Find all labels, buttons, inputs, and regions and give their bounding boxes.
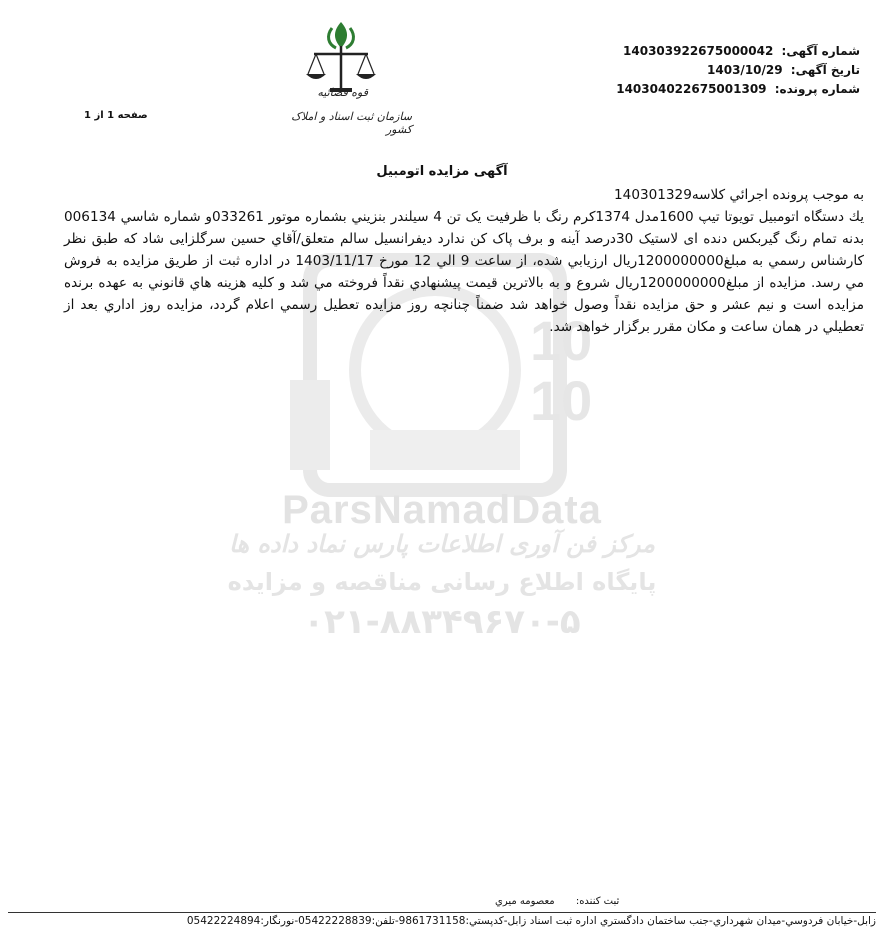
watermark-brand: ParsNamadData <box>282 488 602 532</box>
svg-text:10: 10 <box>530 369 593 432</box>
case-number-label: شماره پرونده: <box>774 82 860 96</box>
page-title: آگهی مزایده اتومبیل <box>376 164 508 179</box>
registrar-name: معصومه ميري <box>495 896 555 907</box>
emblem-caption: قوه قضائیه <box>317 86 368 99</box>
ad-date-row <box>560 61 860 80</box>
ad-number: 140303922675000042 <box>623 44 774 58</box>
footer-address: زابل-خيابان فردوسي-ميدان شهرداري-جنب ساختمان دادگستري اداره ثبت اسناد زابل-كدپستي:9861731158-تلفن:05422228839-نورنگار:05422224894 <box>8 912 876 927</box>
svg-text:10: 10 <box>530 309 593 372</box>
body-line-1: به موجب پرونده اجرائي كلاسه140301329 <box>614 187 864 203</box>
announcement-body <box>64 184 864 338</box>
ad-meta <box>560 42 860 99</box>
case-number: 140304022675001309 <box>616 82 767 96</box>
registrar-label: ثبت كننده: <box>575 896 620 907</box>
page-number: صفحه 1 از 1 <box>84 110 148 121</box>
ad-date: 1403/10/29 <box>707 63 783 77</box>
body-paragraph: يك دستگاه اتومبيل تويوتا تيپ 1600مدل 1374كرم رنگ با ظرفيت يک تن 4 سيلندر بنزيني بشماره موتور 033261و شماره شاسي 006134 بدنه تمام رنگ گيربکس دنده اى لاستيک 30درصد آينه و برف پاک کن ندارد ديفرانسيل سالم متعلق/آقاي حسين سرگلزايى شاد كه طبق نظر كارشناس رسمي به مبلغ1200000000ريال ارزيابي شده، از ساعت 9 الي 12 مورخ 1403/11/17 در اداره ثبت از طريق مزايده به فروش مي رسد. مزايده از مبلغ1200000000ريال شروع و به بالاترين قيمت پيشنهادي نقداً فروخته مي شد و كليه هزينه هاي قانوني به عهده برنده مزايده است و نيم عشر و حق مزايده نقداً وصول خواهد شد ضمناً چنانچه روز مزايده تعطيل رسمي اعلام گردد، مزايده روز اداري بعد از تعطيلي در همان ساعت و مكان مقرر برگزار خواهد شد. <box>64 209 865 335</box>
watermark-line-1: مرکز فن آوری اطلاعات پارس نماد داده ها <box>229 530 655 558</box>
org-name: سازمان ثبت اسناد و املاک کشور <box>291 110 412 136</box>
ad-number-label: شماره آگهی: <box>781 44 860 58</box>
watermark-line-2: پایگاه اطلاع رسانی مناقصه و مزایده <box>227 568 657 596</box>
ad-date-label: تاریخ آگهی: <box>790 63 860 77</box>
case-number-row <box>560 80 860 99</box>
ad-number-row <box>560 42 860 61</box>
watermark-phone: ۰۲۱-۸۸۳۴۹۶۷۰-۵ <box>303 602 581 642</box>
registrar <box>495 896 619 907</box>
